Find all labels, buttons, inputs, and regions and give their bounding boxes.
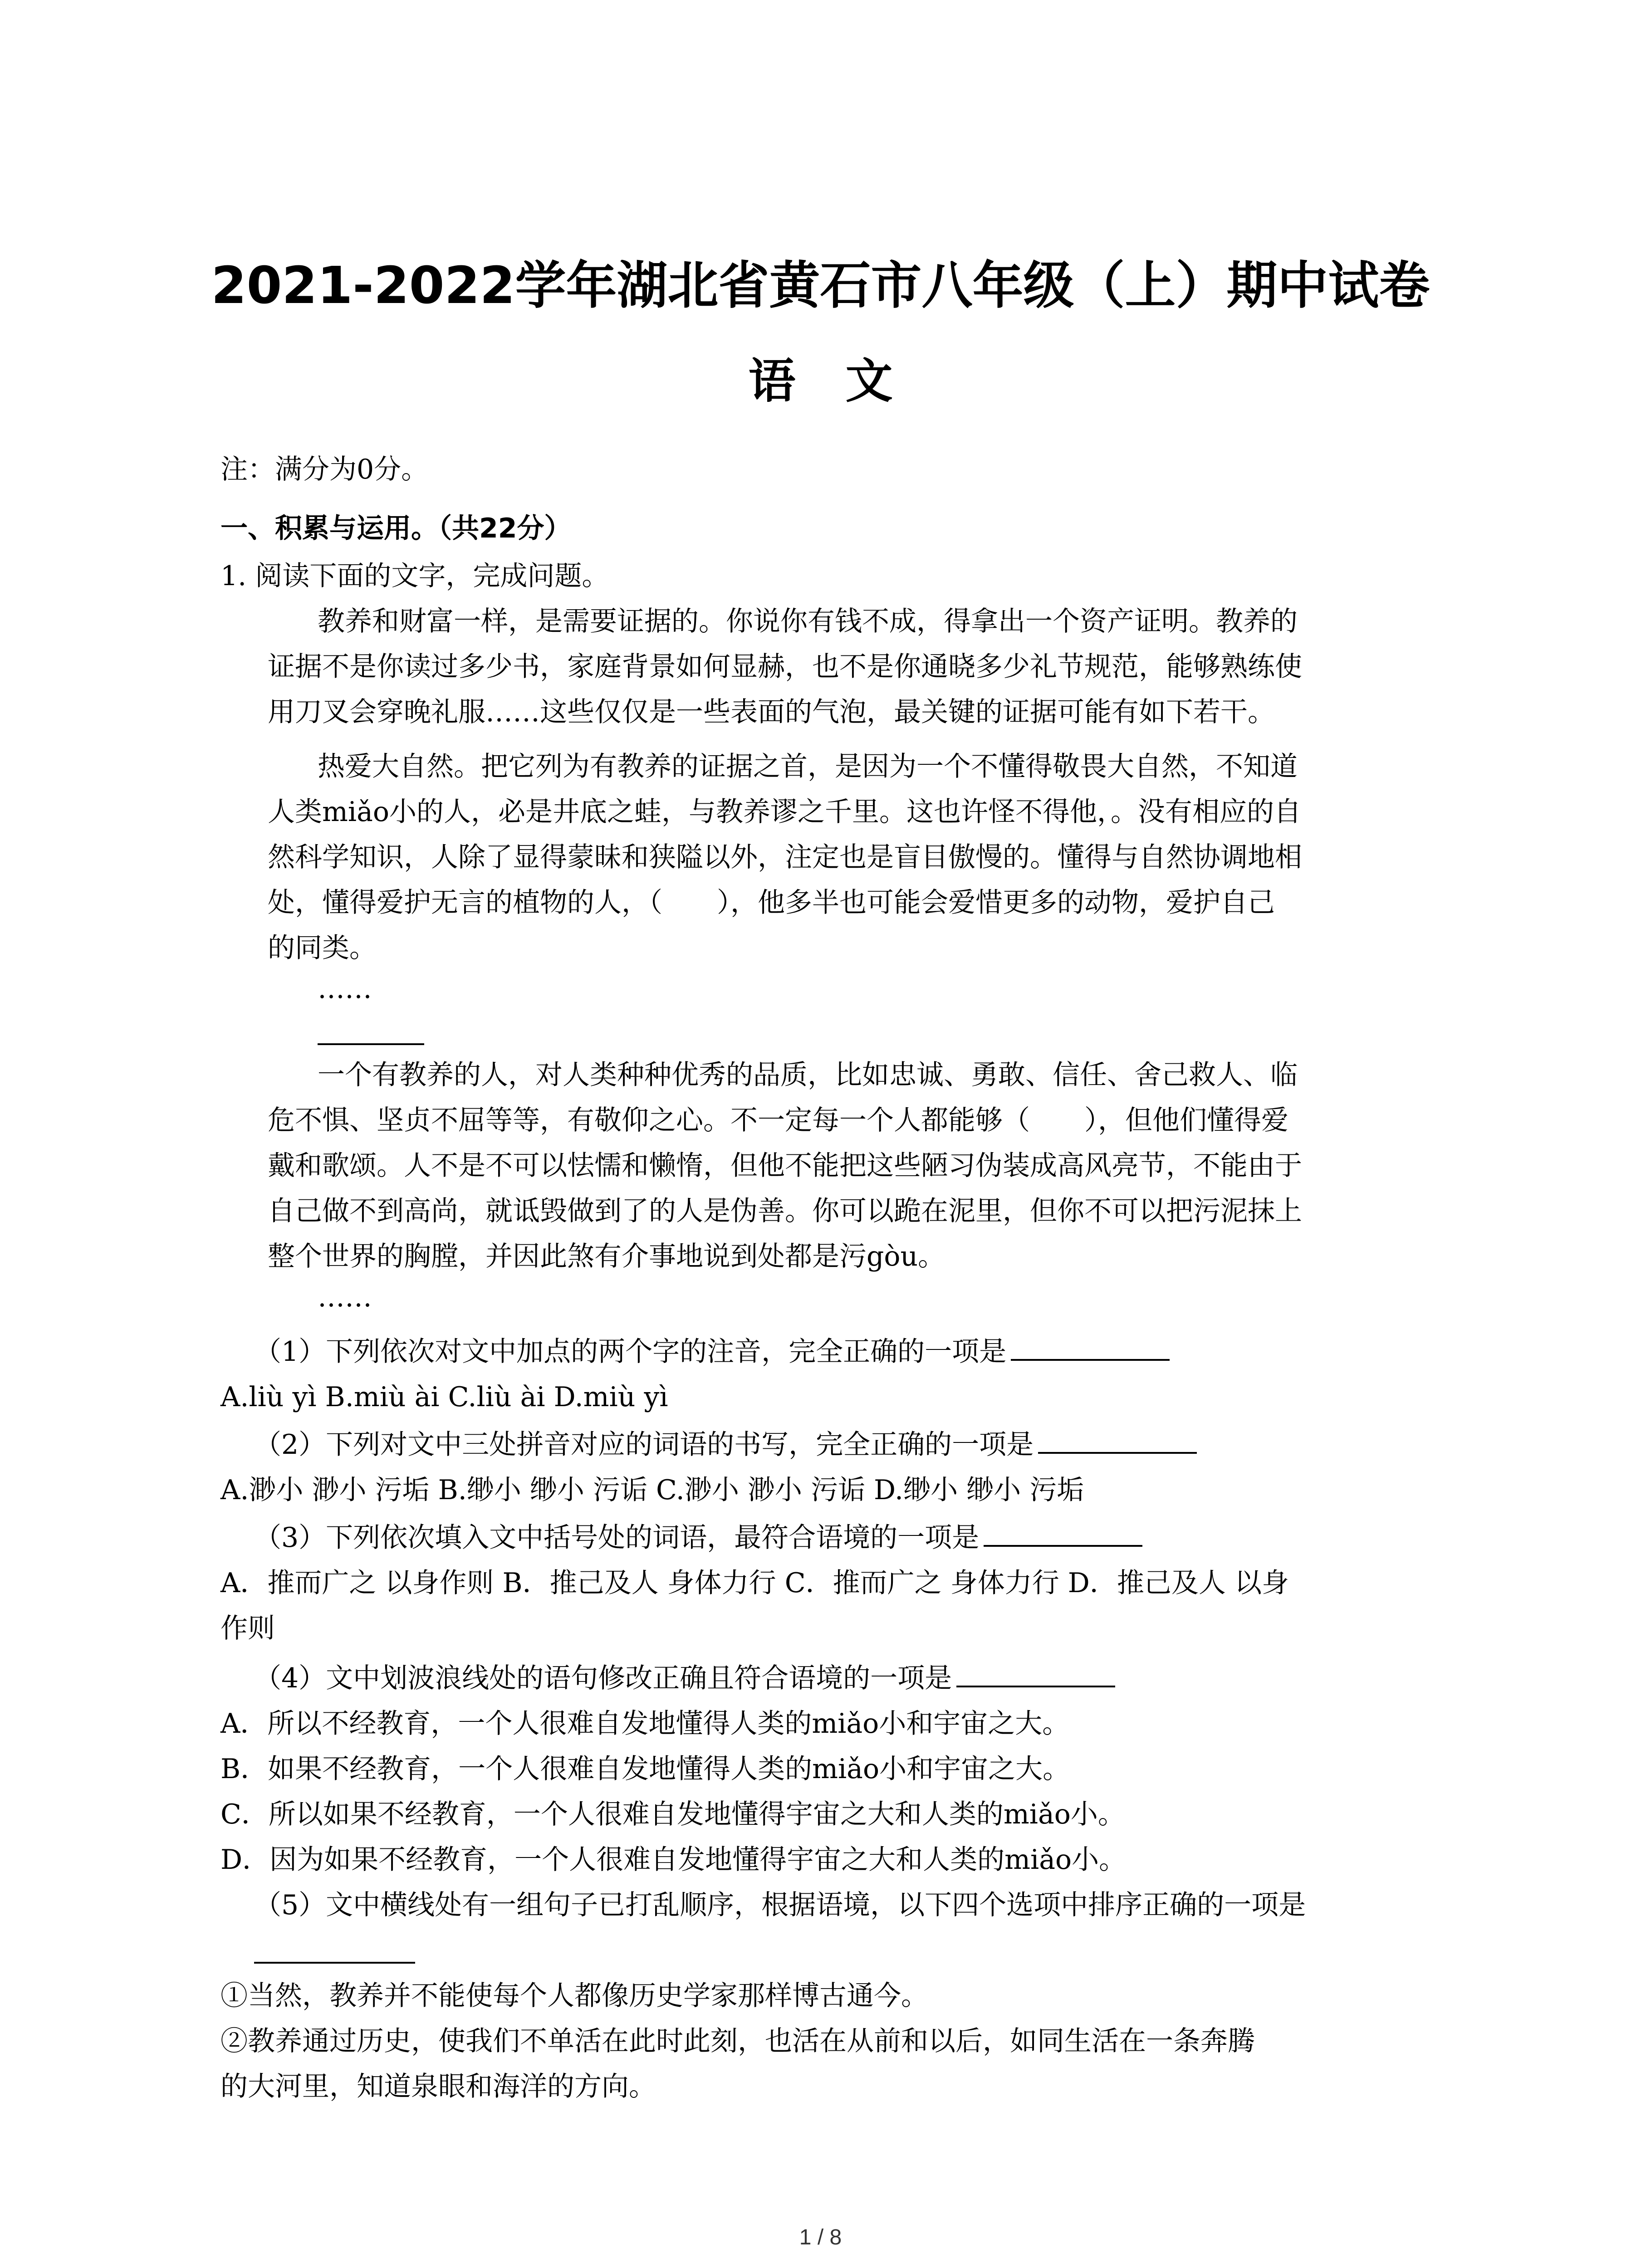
ellipsis: …… <box>318 1281 372 1313</box>
subquestion-2-stem: （2）下列对文中三处拼音对应的词语的书写，完全正确的一项是 <box>254 1424 1479 1465</box>
subquestion-4-option: D．因为如果不经教育，一个人很难自发地懂得宇宙之大和人类的miǎo小。 <box>220 1844 1127 1876</box>
passage-line: 一个有教养的人，对人类种种优秀的品质，比如忠诚、勇敢、信任、舍己救人、临 <box>318 1059 1298 1091</box>
passage-line: 的同类。 <box>268 932 377 964</box>
subquestion-1-options: A.liù yì B.miù ài C.liù ài D.miù yì <box>220 1381 668 1413</box>
subquestion-5-item: ②教养通过历史，使我们不单活在此时此刻，也活在从前和以后，如同生活在一条奔腾 <box>220 2025 1255 2057</box>
passage-line: 戴和歌颂。人不是不可以怯懦和懒惰，但他不能把这些陋习伪装成高风亮节，不能由于 <box>268 1150 1302 1182</box>
subquestion-2-options: A.渺小 渺小 污垢 B.缈小 缈小 污诟 C.渺小 渺小 污诟 D.缈小 缈小 污垢 <box>220 1474 1084 1506</box>
passage-line: 人类miǎo小的人，必是井底之蛙，与教养谬之千里。这也许怪不得他，。没有相应的自 <box>268 796 1301 828</box>
passage-line: 危不惧、坚贞不屈等等，有敬仰之心。不一定每一个人都能够（ ），但他们懂得爱 <box>268 1105 1288 1136</box>
page-title: 2021-2022学年湖北省黄石市八年级（上）期中试卷 <box>211 256 1430 315</box>
passage-line: 然科学知识，人除了显得蒙昧和狭隘以外，注定也是盲目傲慢的。懂得与自然协调地相 <box>268 841 1302 873</box>
answer-blank[interactable] <box>956 1658 1115 1687</box>
answer-blank[interactable] <box>254 1962 415 1964</box>
subquestion-5-stem: （5）文中横线处有一组句子已打乱顺序，根据语境，以下四个选项中排序正确的一项是 <box>254 1889 1306 1921</box>
subquestion-3-options: A．推而广之 以身作则 B．推己及人 身体力行 C．推而广之 身体力行 D．推己及人 以身 <box>220 1567 1289 1599</box>
passage-line: 用刀叉会穿晚礼服……这些仅仅是一些表面的气泡，最关键的证据可能有如下若干。 <box>268 696 1275 728</box>
question-stem: 1. 阅读下面的文字，完成问题。 <box>220 560 609 592</box>
passage-line: 整个世界的胸膛，并因此煞有介事地说到处都是污gòu。 <box>268 1241 945 1272</box>
answer-blank[interactable] <box>1038 1425 1197 1454</box>
score-note: 注：满分为0分。 <box>220 454 429 485</box>
answer-blank[interactable] <box>1011 1332 1170 1361</box>
passage-line: 教养和财富一样，是需要证据的。你说你有钱不成，得拿出一个资产证明。教养的 <box>318 606 1298 637</box>
page-number: 1 / 8 <box>799 2225 842 2249</box>
answer-blank[interactable] <box>984 1518 1142 1547</box>
subquestion-5-item: 的大河里，知道泉眼和海洋的方向。 <box>220 2071 656 2102</box>
subquestion-5-item: ①当然，教养并不能使每个人都像历史学家那样博古通今。 <box>220 1980 928 2012</box>
subquestion-3-options: 作则 <box>220 1613 275 1644</box>
section-heading: 一、积累与运用。（共22分） <box>220 513 572 544</box>
passage-line: 证据不是你读过多少书，家庭背景如何显赫，也不是你通晓多少礼节规范，能够熟练使 <box>268 651 1302 683</box>
subquestion-3-stem: （3）下列依次填入文中括号处的词语，最符合语境的一项是 <box>254 1517 1479 1558</box>
passage-line: 热爱大自然。把它列为有教养的证据之首，是因为一个不懂得敬畏大自然，不知道 <box>318 751 1298 782</box>
subquestion-4-option: B．如果不经教育，一个人很难自发地懂得人类的miǎo小和宇宙之大。 <box>220 1753 1070 1785</box>
subquestion-4-stem: （4）文中划波浪线处的语句修改正确且符合语境的一项是 <box>254 1658 1479 1699</box>
passage-line: 自己做不到高尚，就诋毁做到了的人是伪善。你可以跪在泥里，但你不可以把污泥抹上 <box>268 1195 1302 1227</box>
ellipsis: …… <box>318 973 372 1005</box>
passage-line: 处，懂得爱护无言的植物的人，（ ），他多半也可能会爱惜更多的动物，爱护自己 <box>268 887 1275 919</box>
subquestion-1-stem: （1）下列依次对文中加点的两个字的注音，完全正确的一项是 <box>254 1331 1479 1372</box>
blank-line <box>318 1043 424 1045</box>
subquestion-4-option: C．所以如果不经教育，一个人很难自发地懂得宇宙之大和人类的miǎo小。 <box>220 1799 1125 1830</box>
subquestion-4-option: A．所以不经教育，一个人很难自发地懂得人类的miǎo小和宇宙之大。 <box>220 1708 1070 1740</box>
subject-title: 语文 <box>748 353 943 409</box>
